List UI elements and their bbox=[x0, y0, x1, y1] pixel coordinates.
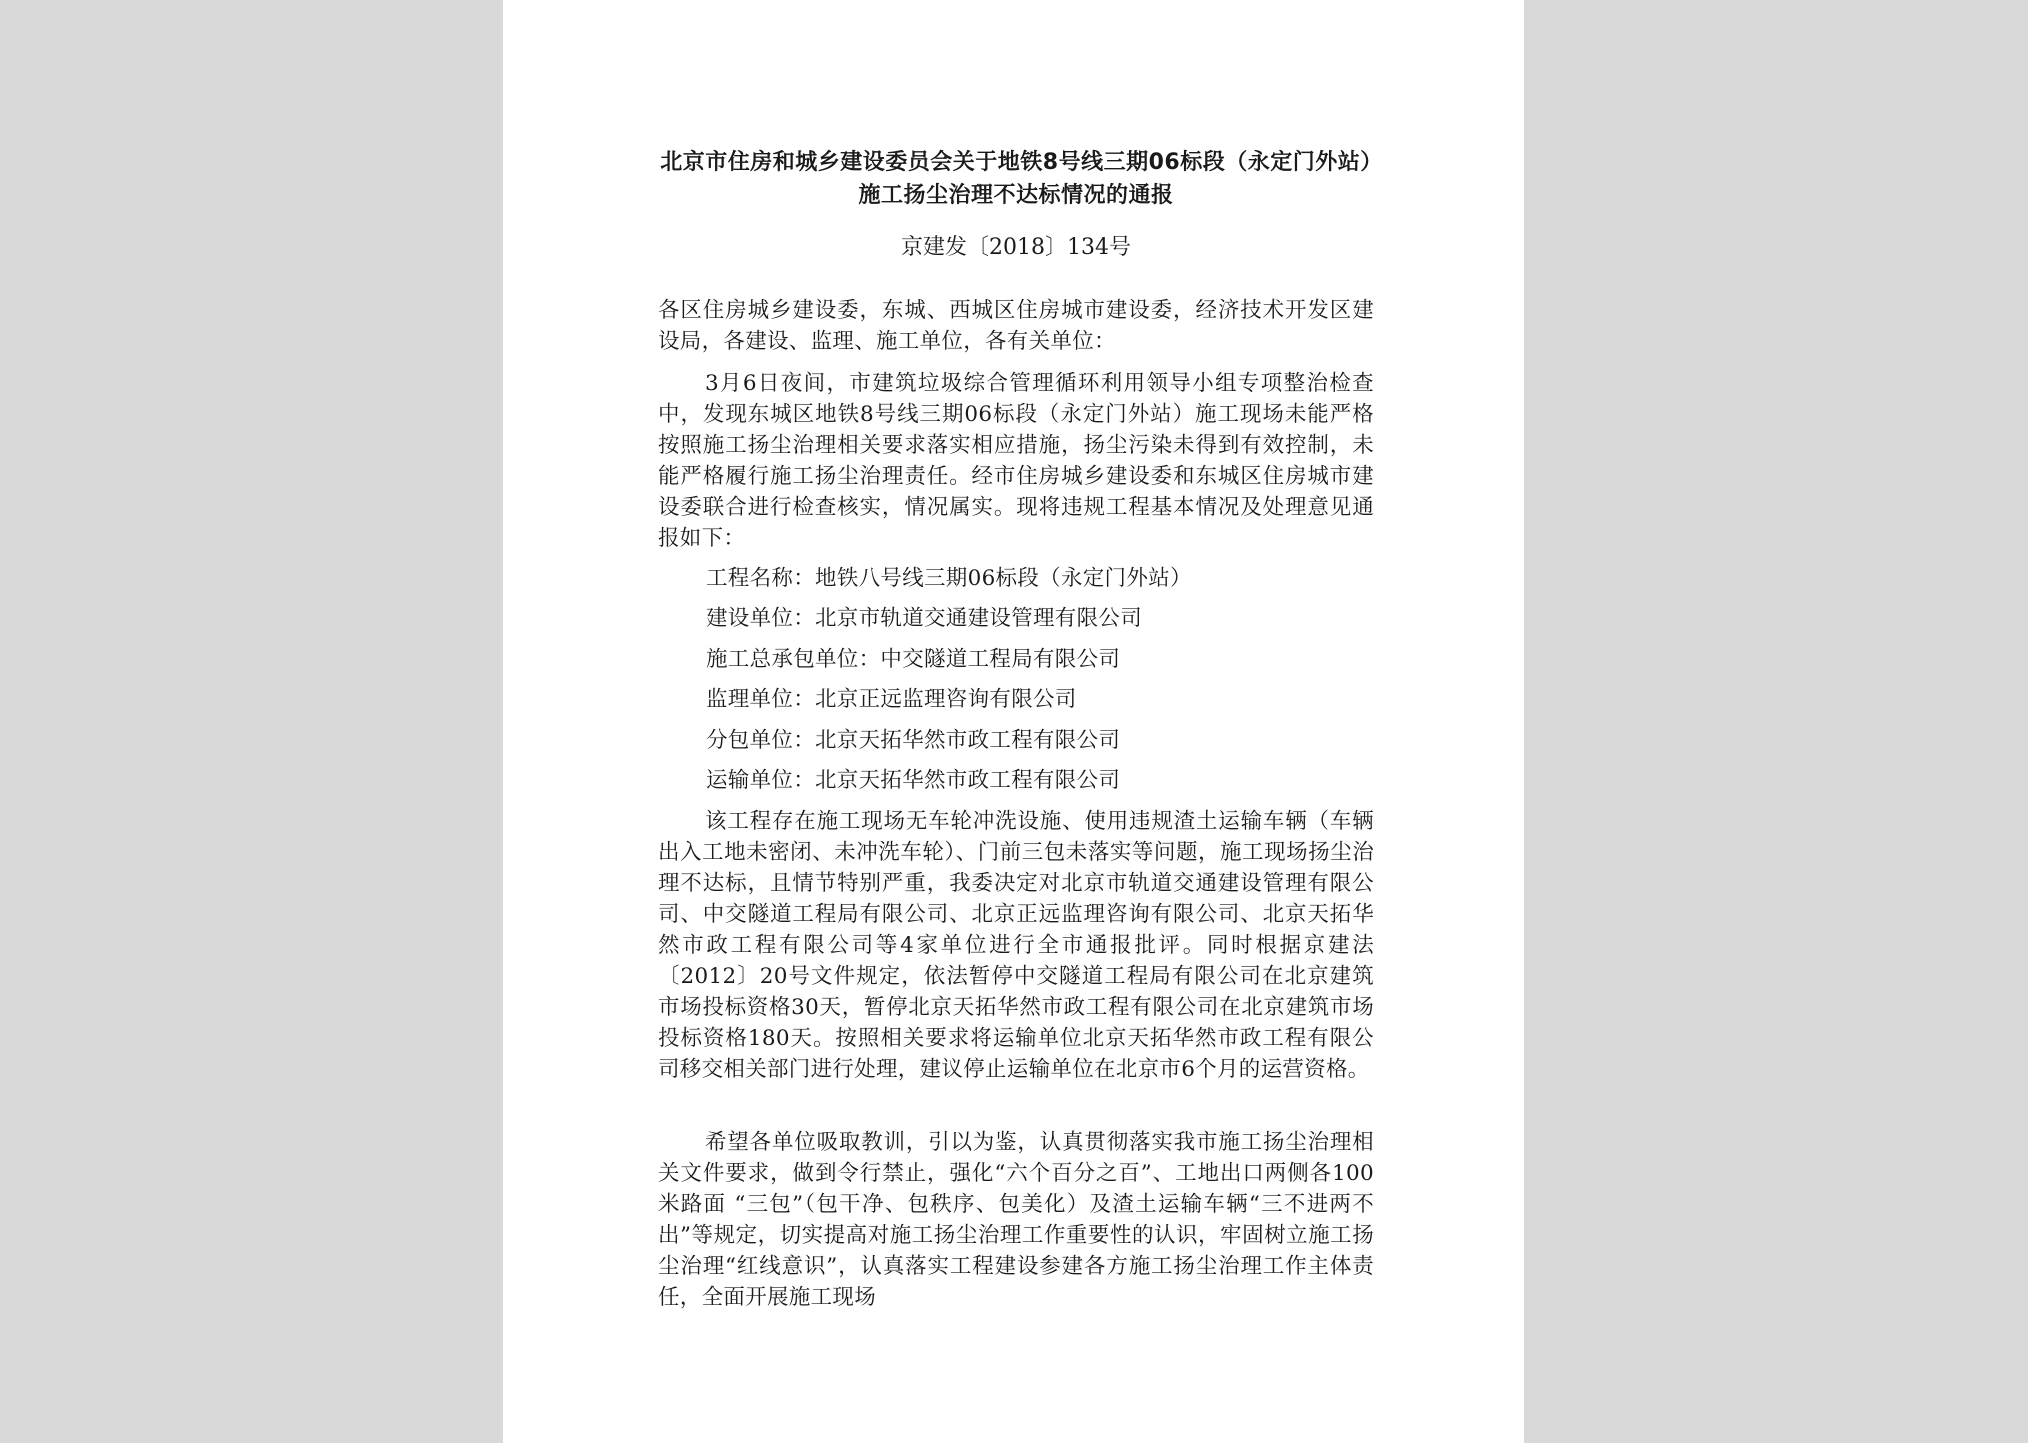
document-page bbox=[503, 0, 1524, 1443]
builder-line: 建设单位：北京市轨道交通建设管理有限公司 bbox=[706, 606, 1143, 631]
recipients-paragraph: 各区住房城乡建设委，东城、西城区住房城市建设委，经济技术开发区建设局，各建设、监理、施工单位，各有关单位： bbox=[658, 298, 1374, 354]
supervisor-line: 监理单位：北京正远监理咨询有限公司 bbox=[706, 687, 1077, 712]
body-paragraph-3: 希望各单位吸取教训，引以为鉴，认真贯彻落实我市施工扬尘治理相关文件要求，做到令行禁止，强化“六个百分之百”、工地出口两侧各100米路面 “三包”（包干净、包秩序、包美化）及渣土运输车辆“三不进两不出”等规定，切实提高对施工扬尘治理工作重要性的认识，牢固树立施工扬尘治理“红线意识”，认真落实工程建设参建各方施工扬尘治理工作主体责任，全面开展施工现场 bbox=[658, 1130, 1374, 1310]
body-paragraph-1: 3月6日夜间，市建筑垃圾综合管理循环利用领导小组专项整治检查中，发现东城区地铁8号线三期06标段（永定门外站）施工现场未能严格按照施工扬尘治理相关要求落实相应措施，扬尘污染未得到有效控制，未能严格履行施工扬尘治理责任。经市住房城乡建设委和东城区住房城市建设委联合进行检查核实，情况属实。现将违规工程基本情况及处理意见通报如下： bbox=[658, 371, 1374, 551]
document-number: 京建发〔2018〕134号 bbox=[901, 235, 1131, 260]
subcontractor-line: 分包单位：北京天拓华然市政工程有限公司 bbox=[706, 728, 1121, 753]
body-paragraph-2: 该工程存在施工现场无车轮冲洗设施、使用违规渣土运输车辆（车辆出入工地未密闭、未冲洗车轮）、门前三包未落实等问题，施工现场扬尘治理不达标，且情节特别严重，我委决定对北京市轨道交通建设管理有限公司、中交隧道工程局有限公司、北京正远监理咨询有限公司、北京天拓华然市政工程有限公司等4家单位进行全市通报批评。同时根据京建法〔2012〕20号文件规定，依法暂停中交隧道工程局有限公司在北京建筑市场投标资格30天，暂停北京天拓华然市政工程有限公司在北京建筑市场投标资格180天。按照相关要求将运输单位北京天拓华然市政工程有限公司移交相关部门进行处理，建议停止运输单位在北京市6个月的运营资格。 bbox=[658, 809, 1374, 1082]
contractor-line: 施工总承包单位：中交隧道工程局有限公司 bbox=[706, 647, 1121, 672]
document-title: 北京市住房和城乡建设委员会关于地铁8号线三期06标段（永定门外站）施工扬尘治理不达标情况的通报 bbox=[660, 150, 1372, 208]
transport-unit-line: 运输单位：北京天拓华然市政工程有限公司 bbox=[706, 768, 1121, 793]
project-name-line: 工程名称：地铁八号线三期06标段（永定门外站） bbox=[706, 566, 1192, 591]
